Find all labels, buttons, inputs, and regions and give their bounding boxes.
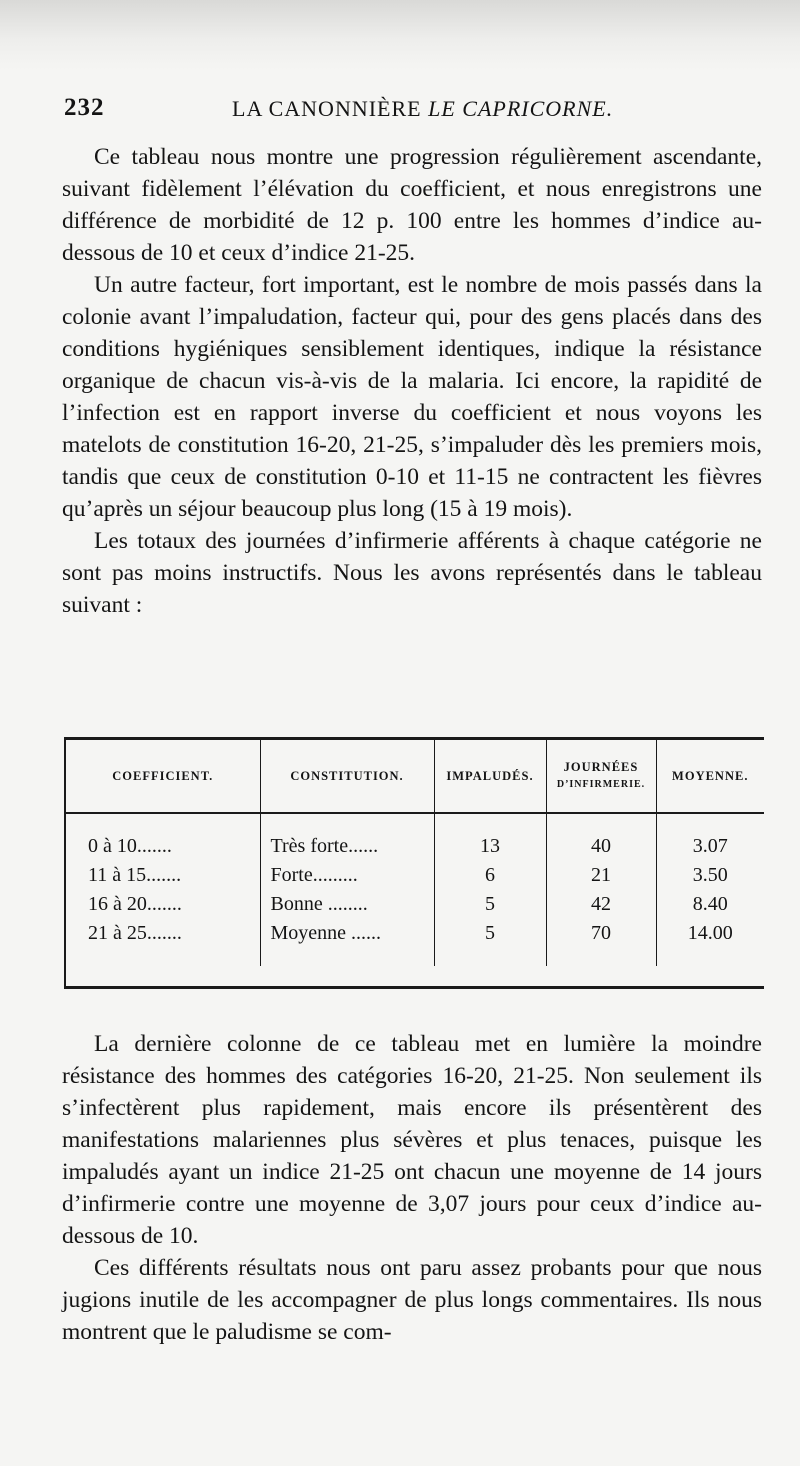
header-journees-sub: D’INFIRMERIE. [556,779,646,790]
cell-constitution: Très forte...... [260,813,434,861]
text-block-bottom [62,1028,762,1348]
page-number: 232 [64,94,105,121]
table-row [66,813,764,861]
header-journees-label: JOURNÉES [563,760,639,774]
cell-journees: 40 [546,813,656,861]
running-title [232,96,613,122]
cell-impaludes: 6 [434,861,546,890]
cell-coefficient: 21 à 25....... [88,922,182,944]
cell-moyenne: 8.40 [656,890,764,919]
cell-moyenne: 14.00 [656,919,764,948]
paragraph: Les totaux des journées d’infirmerie afférents à chaque catégorie ne sont pas moins instructifs. Nous les avons représentés dans le tableau suivant : [62,528,762,618]
header-journees [546,740,656,813]
paragraph: Ce tableau nous montre une progression régulièrement ascendante, suivant fidèlement l’élévation du coefficient, et nous enregistrons une différence de morbidité de 12 p. 100 entre les hommes d’indice au-dessous de 10 et ceux d’indice 21-25. [62,144,762,266]
paragraph: Un autre facteur, fort important, est le nombre de mois passés dans la colonie avant l’impaludation, facteur qui, pour des gens placés dans des conditions hygiéniques sensiblement identiques, indique la résistance organique de chacun vis-à-vis de la malaria. Ici encore, la rapidité de l’infection est en rapport inverse du coefficient et nous voyons les matelots de constitution 16-20, 21-25, s’impaluder dès les premiers mois, tandis que ceux de constitution 0-10 et 11-15 ne contractent les fièvres qu’après un séjour beaucoup plus long (15 à 19 mois). [62,272,762,522]
paragraph: La dernière colonne de ce tableau met en lumière la moindre résistance des hommes des catégories 16-20, 21-25. Non seulement ils s’infectèrent plus rapidement, mais encore ils présentèrent des manifestations malariennes plus sévères et plus tenaces, puisque les impaludés ayant un indice 21-25 ont chacun une moyenne de 14 jours d’infirmerie contre une moyenne de 3,07 jours pour ceux d’indice au-dessous de 10. [62,1031,762,1249]
spacer-cell [546,948,656,966]
cell-coefficient: 11 à 15....... [88,864,182,886]
spacer-cell [434,948,546,966]
cell-impaludes: 13 [434,813,546,861]
header-impaludes: IMPALUDÉS. [434,740,546,813]
table-row [66,890,764,919]
cell-constitution: Forte......... [260,861,434,890]
spacer-cell [66,948,260,966]
cell-constitution: Bonne ........ [260,890,434,919]
running-title-italic: LE CAPRICORNE. [428,96,614,121]
cell-moyenne: 3.07 [656,813,764,861]
table-header-row [66,740,764,813]
running-title-plain: LA CANONNIÈRE [232,96,429,121]
morbidity-table [64,737,764,989]
header-moyenne: MOYENNE. [656,740,764,813]
cell-coefficient: 16 à 20....... [88,893,182,915]
cell-constitution: Moyenne ...... [260,919,434,948]
spacer-cell [656,948,764,966]
table-row [66,919,764,948]
spacer-cell [260,948,434,966]
table-spacer-row [66,948,764,966]
cell-journees: 42 [546,890,656,919]
cell-journees: 70 [546,919,656,948]
table-row [66,861,764,890]
cell-impaludes: 5 [434,890,546,919]
header-constitution: CONSTITUTION. [260,740,434,813]
running-header [64,94,754,130]
cell-impaludes: 5 [434,919,546,948]
cell-moyenne: 3.50 [656,861,764,890]
text-block-top [62,141,762,621]
header-coefficient: COEFFICIENT. [66,740,260,813]
paragraph: Ces différents résultats nous ont paru assez probants pour que nous jugions inutile de les accompagner de plus longs commentaires. Ils nous montrent que le paludisme se com- [62,1255,762,1345]
cell-journees: 21 [546,861,656,890]
cell-coefficient: 0 à 10....... [88,835,172,857]
